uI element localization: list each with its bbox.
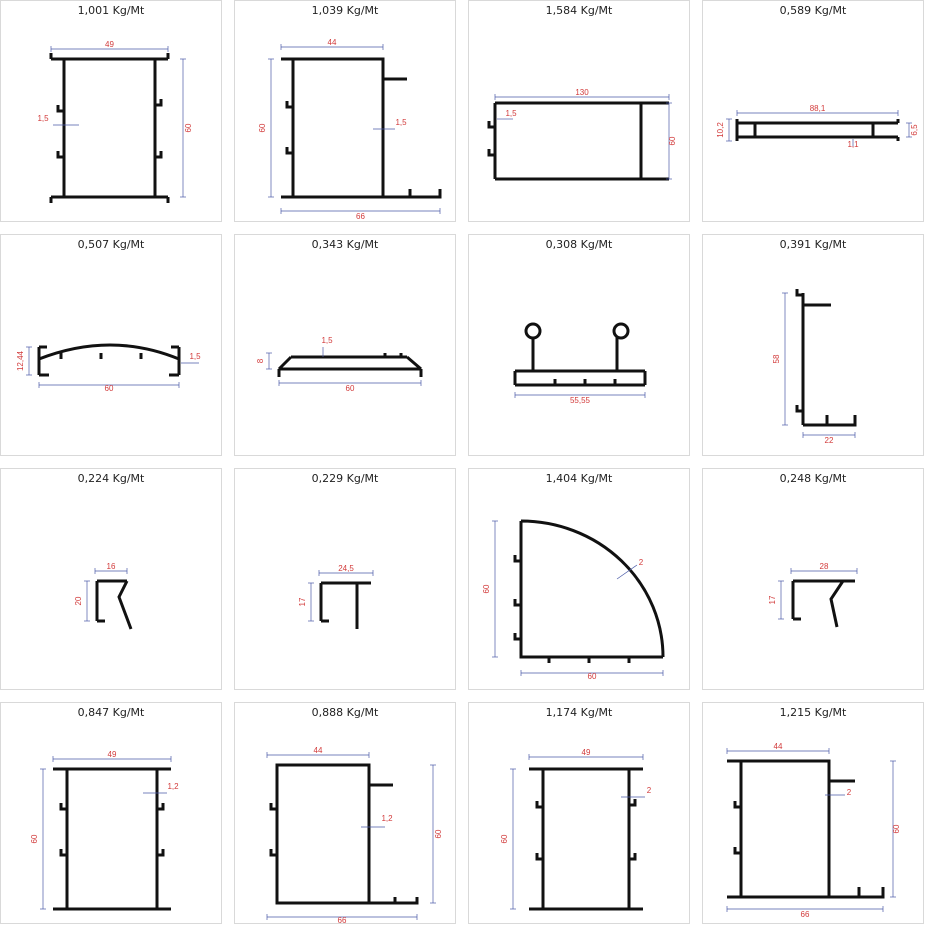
profile-outline: [39, 345, 179, 375]
dimension-label: 49: [581, 748, 591, 757]
profile-card: [0, 0, 222, 222]
profile-outline: [64, 59, 155, 197]
dimension-label: 10,2: [716, 122, 725, 138]
profile-card: [702, 702, 924, 924]
dimension-label: 17: [298, 597, 307, 607]
profile-outline: [793, 581, 855, 627]
profile-outline: [277, 765, 369, 903]
dimension-label: 60: [30, 834, 39, 844]
profile-card: [0, 702, 222, 924]
profile-weight: 1,215 Kg/Mt: [779, 706, 847, 719]
dimension-label: 60: [184, 123, 193, 133]
profile-card: [468, 0, 690, 222]
profile-drawing: [1, 469, 223, 691]
profile-outline: [281, 59, 293, 197]
dimension-label: 60: [500, 834, 509, 844]
profile-drawing: [703, 469, 925, 691]
dimension-label: 60: [434, 829, 443, 839]
profile-weight: 0,229 Kg/Mt: [311, 472, 379, 485]
dimension-label: 28: [819, 562, 829, 571]
profile-hook: [797, 289, 803, 295]
dimension-label: 60: [104, 384, 114, 393]
profile-card: [234, 468, 456, 690]
profile-outline: [279, 357, 421, 377]
profile-weight: 1,001 Kg/Mt: [77, 4, 145, 17]
profile-outline: [543, 769, 629, 909]
profile-card: [0, 468, 222, 690]
profile-weight: 0,224 Kg/Mt: [77, 472, 145, 485]
dimension-label: 55,55: [569, 396, 591, 405]
dimension-label: 49: [107, 750, 117, 759]
profile-drawing: [1, 235, 223, 457]
dimension-label: 1,5: [505, 109, 517, 118]
profile-hook: [579, 379, 585, 385]
dimension-label: 1,5: [321, 336, 333, 345]
profile-drawing: [1, 1, 223, 223]
profile-outline: [53, 769, 171, 909]
profile-card: [702, 0, 924, 222]
profile-card: [468, 468, 690, 690]
dimension-label: 8: [256, 358, 265, 364]
dimension-label: 2: [846, 788, 852, 797]
profile-outline: [529, 769, 643, 909]
dimension-label: 1,5: [189, 352, 201, 361]
profile-outline: [533, 337, 617, 371]
hook-ring: [526, 324, 540, 338]
profile-outline: [293, 59, 383, 197]
dimension-label: 20: [74, 596, 83, 606]
profile-weight: 1,584 Kg/Mt: [545, 4, 613, 17]
dimension-label: 130: [575, 88, 589, 97]
profile-weight: 0,308 Kg/Mt: [545, 238, 613, 251]
profile-drawing: [235, 1, 457, 223]
dimension-label: 60: [587, 672, 597, 681]
profile-outline: [521, 521, 663, 657]
dimension-label: 44: [313, 746, 323, 755]
profile-card: [468, 234, 690, 456]
profile-card: [702, 234, 924, 456]
profile-card: [234, 234, 456, 456]
profile-weight: 0,847 Kg/Mt: [77, 706, 145, 719]
profile-drawing: [235, 703, 457, 925]
dimension-label: 60: [258, 123, 267, 133]
dimension-label: 88,1: [809, 104, 826, 113]
profile-drawing: [235, 235, 457, 457]
dimension-label: 60: [482, 584, 491, 594]
profile-drawing: [469, 1, 691, 223]
profile-drawing: [469, 703, 691, 925]
dimension-label: 17: [768, 595, 777, 605]
profile-outline: [51, 53, 168, 203]
dimension-label: 1,2: [381, 814, 393, 823]
dimension-label: 24,5: [338, 564, 354, 573]
dimension-label: 44: [327, 38, 337, 47]
profile-drawing: [1, 703, 223, 925]
profile-hook: [549, 379, 555, 385]
dimension-label: 1,2: [167, 782, 179, 791]
dimension-label: 6,5: [910, 124, 919, 136]
dimension-label: 2: [638, 558, 644, 567]
profile-drawing: [703, 703, 925, 925]
profile-drawing: [235, 469, 457, 691]
profile-weight: 0,248 Kg/Mt: [779, 472, 847, 485]
dimension-label: 2: [646, 786, 652, 795]
profile-drawing: [469, 235, 691, 457]
dimension-label: 12,44: [16, 350, 25, 372]
profile-card: [702, 468, 924, 690]
dimension-label: 16: [106, 562, 116, 571]
profile-card: [0, 234, 222, 456]
dimension-label: 1,5: [37, 114, 49, 123]
dimension-label: 58: [772, 354, 781, 364]
profile-weight: 1,174 Kg/Mt: [545, 706, 613, 719]
profile-card: [234, 0, 456, 222]
dimension-label: 66: [337, 916, 347, 925]
dimension-label: 60: [892, 824, 901, 834]
profile-outline: [51, 59, 168, 197]
dimension-label: 60: [668, 136, 677, 146]
profile-weight: 1,039 Kg/Mt: [311, 4, 379, 17]
dimension-label: 1,1: [847, 140, 859, 149]
profile-weight: 0,507 Kg/Mt: [77, 238, 145, 251]
profile-outline: [321, 583, 371, 629]
profile-outline: [383, 189, 440, 197]
dimension-label: 49: [105, 40, 114, 49]
profile-drawing: [703, 235, 925, 457]
hook-ring: [614, 324, 628, 338]
profile-drawing: [469, 469, 691, 691]
dimension-label: 66: [800, 910, 810, 919]
profile-outline: [803, 293, 855, 425]
profile-outline: [727, 761, 883, 897]
profile-outline: [737, 119, 898, 141]
dimension-label: 60: [345, 384, 355, 393]
profile-outline: [741, 761, 829, 897]
dimension-label: 44: [773, 742, 783, 751]
profile-weight: 0,391 Kg/Mt: [779, 238, 847, 251]
profile-outline: [515, 371, 645, 385]
profile-hook: [609, 379, 615, 385]
profile-card: [468, 702, 690, 924]
profile-outline: [67, 769, 157, 909]
dimension-label: 66: [356, 212, 365, 221]
profile-weight: 0,343 Kg/Mt: [311, 238, 379, 251]
profile-weight: 1,404 Kg/Mt: [545, 472, 613, 485]
profile-drawing: [703, 1, 925, 223]
dimension-label: 1,5: [395, 118, 407, 127]
profile-card: [234, 702, 456, 924]
dimension-label: 22: [824, 436, 834, 445]
profile-outline: [369, 897, 417, 903]
profile-weight: 0,888 Kg/Mt: [311, 706, 379, 719]
profile-weight: 0,589 Kg/Mt: [779, 4, 847, 17]
profile-outline: [495, 103, 669, 179]
